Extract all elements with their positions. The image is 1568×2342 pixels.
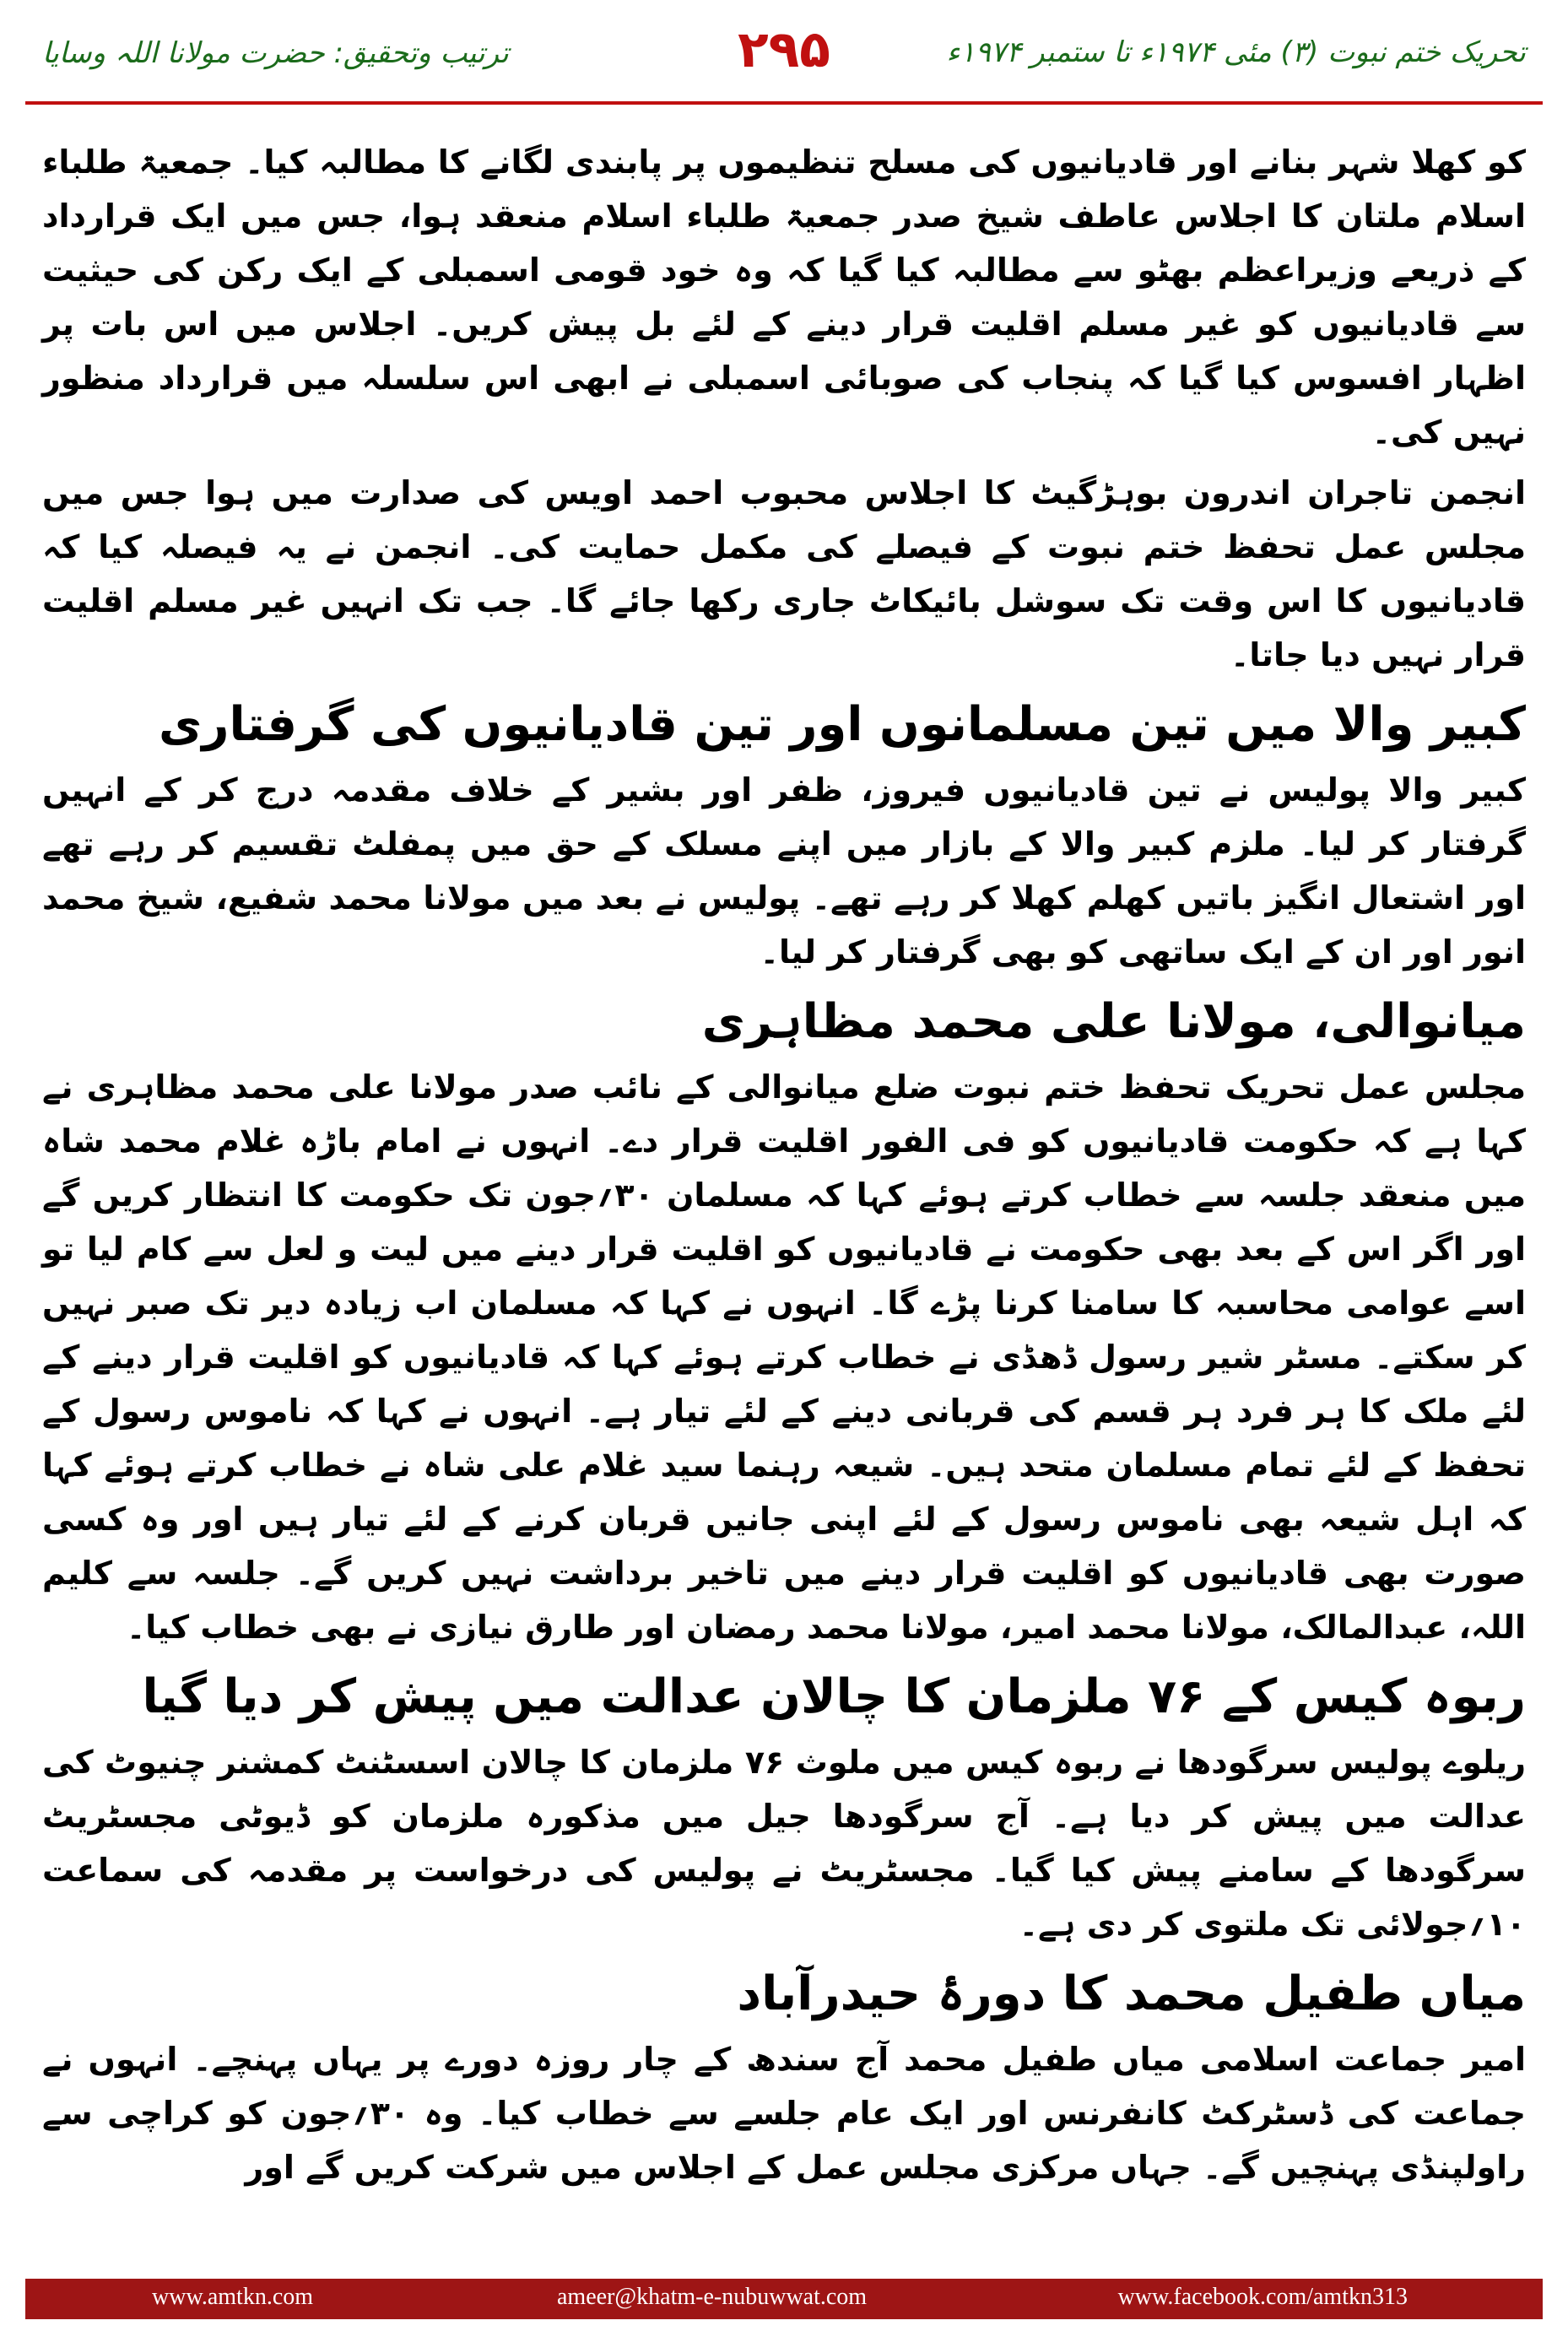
page-body <box>42 135 1526 2201</box>
book-title: تحریک ختم نبوت (۳) مئی ۱۹۷۴ء تا ستمبر ۱۹۷۴ء <box>946 35 1526 69</box>
body-paragraph: امیر جماعت اسلامی میاں طفیل محمد آج سندھ کے چار روزہ دورے پر یہاں پہنچے۔ انہوں نے جماعت کی ڈسٹرکٹ کانفرنس اور ایک عام جلسے سے خطاب کیا۔ وہ ۳۰؍جون کو کراچی سے راولپنڈی پہنچیں گے۔ جہاں مرکزی مجلس عمل کے اجلاس میں شرکت کریں گے اور <box>42 2041 1526 2186</box>
page-header <box>0 0 1568 127</box>
footer-facebook[interactable]: www.facebook.com/amtkn313 <box>1117 2284 1408 2310</box>
section-heading: ربوہ کیس کے ۷۶ ملزمان کا چالان عدالت میں پیش کر دیا گیا <box>142 1669 1526 1724</box>
page-footer <box>25 2279 1543 2319</box>
section-heading: میانوالی، مولانا علی محمد مظاہری <box>701 994 1526 1049</box>
body-paragraph: انجمن تاجران اندرون بوہڑگیٹ کا اجلاس محبوب احمد اویس کی صدارت میں ہوا جس میں مجلس عمل تحفظ ختم نبوت کے فیصلے کی مکمل حمایت کی۔ انجمن نے یہ فیصلہ کیا کہ قادیانیوں کا اس وقت تک سوشل بائیکاٹ جاری رکھا جائے گا۔ جب تک انہیں غیر مسلم اقلیت قرار نہیں دیا جاتا۔ <box>42 474 1526 673</box>
footer-website[interactable]: www.amtkn.com <box>152 2284 314 2310</box>
section-heading: کبیر والا میں تین مسلمانوں اور تین قادیانیوں کی گرفتاری <box>158 697 1526 752</box>
footer-email[interactable]: ameer@khatm-e-nubuwwat.com <box>557 2284 868 2310</box>
body-paragraph: کو کھلا شہر بنانے اور قادیانیوں کی مسلح تنظیموں پر پابندی لگانے کا مطالبہ کیا۔ جمعیۃ طلباء اسلام ملتان کا اجلاس عاطف شیخ صدر جمعیۃ طلباء اسلام منعقد ہوا، جس میں ایک قرارداد کے ذریعے وزیراعظم بھٹو سے مطالبہ کیا گیا کہ وہ خود قومی اسمبلی کے ایک رکن کی حیثیت سے قادیانیوں کو غیر مسلم اقلیت قرار دینے کے لئے بل پیش کریں۔ اجلاس میں اس بات پر اظہار افسوس کیا گیا کہ پنجاب کی صوبائی اسمبلی نے ابھی اس سلسلہ میں قرارداد منظور نہیں کی۔ <box>42 143 1526 451</box>
page-number: ۲۹۵ <box>738 20 830 79</box>
body-paragraph: کبیر والا پولیس نے تین قادیانیوں فیروز، ظفر اور بشیر کے خلاف مقدمہ درج کر کے انہیں گرفتار کر لیا۔ ملزم کبیر والا کے بازار میں اپنے مسلک کے حق میں پمفلٹ تقسیم کر رہے تھے اور اشتعال انگیز باتیں کھلم کھلا کر رہے تھے۔ پولیس نے بعد میں مولانا محمد شفیع، شیخ محمد انور اور ان کے ایک ساتھی کو بھی گرفتار کر لیا۔ <box>42 771 1526 971</box>
header-rule <box>25 101 1543 105</box>
section-heading: میاں طفیل محمد کا دورۂ حیدرآباد <box>737 1966 1526 2021</box>
body-paragraph: ریلوے پولیس سرگودھا نے ربوہ کیس میں ملوث ۷۶ ملزمان کا چالان اسسٹنٹ کمشنر چنیوٹ کی عدالت میں پیش کر دیا ہے۔ آج سرگودھا جیل میں مذکورہ ملزمان کو ڈیوٹی مجسٹریٹ سرگودھا کے سامنے پیش کیا گیا۔ مجسٹریٹ نے پولیس کی درخواست پر مقدمہ کی سماعت ۱۰؍جولائی تک ملتوی کر دی ہے۔ <box>42 1744 1526 1943</box>
body-paragraph: مجلس عمل تحریک تحفظ ختم نبوت ضلع میانوالی کے نائب صدر مولانا علی محمد مظاہری نے کہا ہے کہ حکومت قادیانیوں کو فی الفور اقلیت قرار دے۔ انہوں نے امام باڑہ غلام محمد شاہ میں منعقد جلسہ سے خطاب کرتے ہوئے کہا کہ مسلمان ۳۰؍جون تک حکومت کا انتظار کریں گے اور اگر اس کے بعد بھی حکومت نے قادیانیوں کو اقلیت قرار دینے میں لیت و لعل سے کام لیا تو اسے عوامی محاسبہ کا سامنا کرنا پڑے گا۔ انہوں نے کہا کہ مسلمان اب زیادہ دیر تک صبر نہیں کر سکتے۔ مسٹر شیر رسول ڈھڈی نے خطاب کرتے ہوئے کہا کہ قادیانیوں کو اقلیت قرار دینے کے لئے ملک کا ہر فرد ہر قسم کی قربانی دینے کے لئے تیار ہے۔ انہوں نے کہا کہ ناموس رسول کے تحفظ کے لئے تمام مسلمان متحد ہیں۔ شیعہ رہنما سید غلام علی شاہ نے خطاب کرتے ہوئے کہا کہ اہل شیعہ بھی ناموس رسول کے لئے اپنی جانیں قربان کرنے کے لئے تیار ہیں اور وہ کسی صورت بھی قادیانیوں کو اقلیت قرار دینے میں تاخیر برداشت نہیں کریں گے۔ جلسہ سے کلیم اللہ، عبدالمالک، مولانا محمد امیر، مولانا محمد رمضان اور طارق نیازی نے بھی خطاب کیا۔ <box>42 1068 1527 1646</box>
compiler-credit: ترتیب وتحقیق: حضرت مولانا اللہ وسایا <box>42 36 509 70</box>
